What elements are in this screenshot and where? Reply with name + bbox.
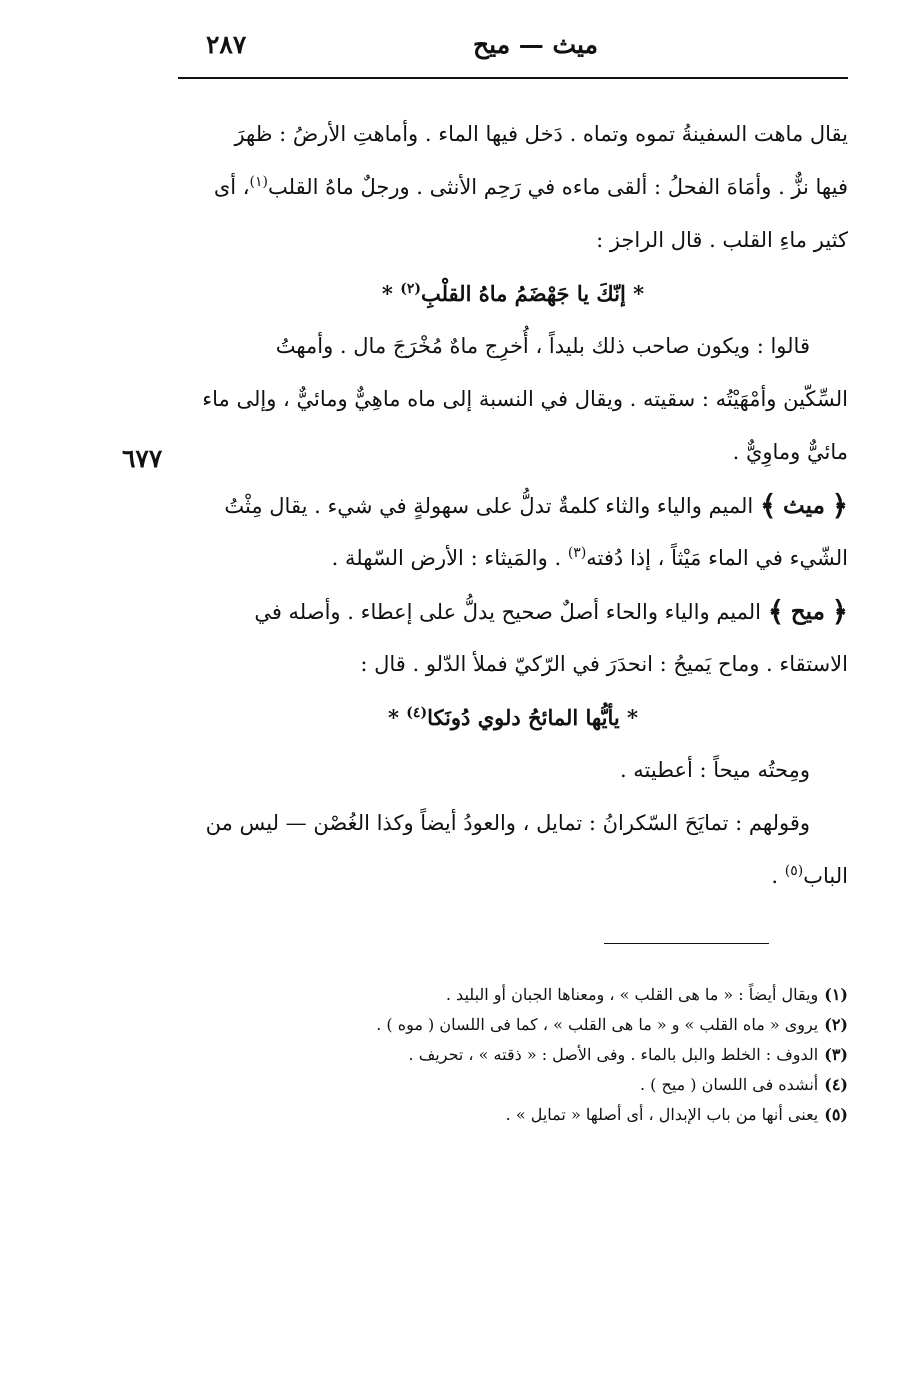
text-line: الباب$^{(٥)}$ . <box>771 863 848 888</box>
footnote-rule <box>604 943 769 944</box>
text-line: ﴿ ميث ﴾ الميم والياء والثاء كلمةٌ تدلُّ على سهولةٍ في شيء . يقال مِثْتُ <box>224 489 848 522</box>
text-line: ومِحتُه ميحاً : أعطيته . <box>619 758 810 782</box>
text-line: الاستقاء . وماح يَميحُ : انحدَرَ في الرّكيّ فملأ الدّلو . قال : <box>360 652 848 676</box>
page-number: ٢٨٧ <box>206 30 247 59</box>
text-line: ﴿ ميح ﴾ الميم والياء والحاء أصلٌ صحيح يدلُّ على إعطاء . وأصله في <box>254 595 848 628</box>
text-line: قالوا : ويكون صاحب ذلك بليداً ، أُخرِج ماهٌ مُخْرَجَ مال . وأمهتُ <box>275 334 810 358</box>
footnote-mark: (٤) <box>406 705 428 721</box>
footnote-mark: (١) <box>249 174 269 190</box>
entry-head-mayh: ميح <box>790 598 825 625</box>
footnote: (٤)أنشده فى اللسان ( ميح ) . <box>639 1075 848 1094</box>
verse-line: * يأيُّها المائحُ دلوي دُونَكا$^{(٤)}$ * <box>387 705 638 730</box>
footnote: (١)ويقال أيضاً : « ما هى القلب » ، ومعناها الجبان أو البليد . <box>445 985 848 1004</box>
text-line: فيها نزٌّ . وأمَاهَ الفحلُ : ألقى ماءه في رَحِم الأنثى . ورجلٌ ماهُ القلب$^{(١)}$، أى <box>213 174 848 199</box>
footnote: (٥)يعنى أنها من باب الإبدال ، أى أصلها « تمايل » . <box>505 1105 848 1124</box>
verse-line: * إنّكَ يا جَهْضَمُ ماهُ القلْبِ$^{(٢)}$ * <box>381 281 645 306</box>
margin-number: ٦٧٧ <box>122 444 163 473</box>
footnote-mark: (٥) <box>784 863 804 879</box>
footnotes <box>260 980 848 1130</box>
footnote: (٣)الدوف : الخلط والبل بالماء . وفى الأصل : « ذقته » ، تحريف . <box>408 1045 848 1064</box>
running-title: ميث — ميح <box>473 30 598 59</box>
footnote-mark: (٣) <box>567 545 587 561</box>
text-line: مائيٌّ وماوِيٌّ . <box>732 440 848 464</box>
entry-head-mayth: ميث <box>783 492 825 519</box>
main-text <box>178 108 848 903</box>
text-line: وقولهم : تمايَحَ السّكرانُ : تمايل ، والعودُ أيضاً وكذا الغُصْن — ليس من <box>205 811 810 835</box>
running-header <box>178 28 848 76</box>
text-line: السِّكّين وأمْهَيْتُه : سقيته . ويقال في النسبة إلى ماه ماهِيٌّ ومائيٌّ ، وإلى ماء <box>202 387 848 411</box>
footnote: (٢)يروى « ماه القلب » و « ما هى القلب » ، كما فى اللسان ( موه ) . <box>376 1015 848 1034</box>
footnote-mark: (٢) <box>400 281 421 297</box>
text-line: يقال ماهت السفينةُ تموه وتماه . دَخل فيها الماء . وأماهتِ الأرضُ : ظهرَ <box>234 122 848 146</box>
header-rule <box>178 77 848 79</box>
text-line: الشّيء في الماء مَيْثاً ، إذا دُفته$^{(٣)}$ . والمَيثاء : الأرض السّهلة . <box>331 545 848 570</box>
text-line: كثير ماءِ القلب . قال الراجز : <box>596 228 848 252</box>
